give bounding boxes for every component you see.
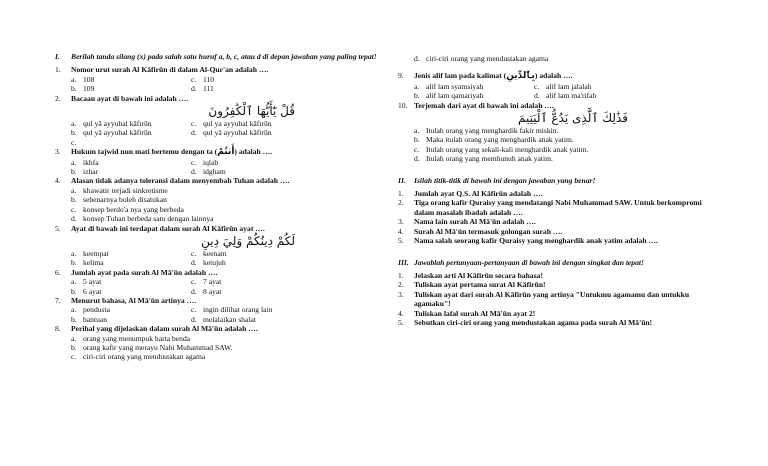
option[interactable]: [71, 167, 191, 176]
left-column: [55, 52, 385, 362]
option-text: idgham: [203, 167, 226, 177]
option-text: 7 ayat: [203, 277, 222, 287]
option[interactable]: [191, 287, 385, 296]
option[interactable]: [71, 214, 385, 223]
section-2-heading: [398, 176, 718, 185]
question-text: Jenis alif lam pada kalimat (بِٱلدِّينِ) adalah ….: [414, 71, 573, 82]
essay-item: [398, 280, 718, 289]
option-letter: b.: [414, 135, 420, 145]
options-list: [55, 186, 385, 224]
option-text: sebenarnya boleh disatukan: [83, 195, 167, 205]
multiple-choice-list: [55, 65, 385, 361]
option-text: Itulah orang yang membunuh anak yatim.: [426, 154, 553, 164]
option-text: pendusta: [83, 305, 110, 315]
option-text: iqlab: [203, 157, 219, 167]
option-letter: a.: [71, 157, 77, 167]
option[interactable]: [191, 84, 385, 93]
question: [55, 224, 385, 233]
option-letter: b.: [71, 195, 77, 205]
option-text: alif lam jalalah: [546, 81, 592, 91]
option-text: ikhfa: [83, 157, 99, 167]
question: [55, 324, 385, 333]
option-letter: a.: [71, 333, 77, 343]
arabic-verse: قُلْ يَٰٓأَيُّهَا ٱلْكَٰفِرُونَ: [208, 104, 295, 119]
option[interactable]: [414, 154, 718, 163]
option-letter: b.: [71, 286, 77, 296]
options-grid: [55, 75, 385, 94]
option-text: ciri-ciri orang yang mendustakan agama: [426, 54, 549, 63]
question-text: Ayat di bawah ini terdapat dalam surah Al Kāfirūn ayat ….: [71, 223, 265, 233]
option-text: 5 ayat: [83, 277, 102, 287]
question-text: Jumlah ayat pada surah Al Mā'ūn adalah ….: [71, 267, 218, 277]
option-letter: c.: [71, 137, 77, 147]
question-number: 2.: [55, 93, 61, 103]
option[interactable]: [71, 186, 385, 195]
option[interactable]: [71, 315, 191, 324]
question-number: 8.: [55, 324, 61, 334]
question: [55, 296, 385, 305]
question: [55, 268, 385, 277]
item-text: Tiga orang kafir Quraisy yang mendatangi Nabi Muhammad SAW. Untuk berkompromi dalam masalah ibadah adalah ….: [414, 198, 702, 217]
essay-item: [398, 290, 718, 309]
option-letter: d.: [191, 286, 197, 296]
section-title: Jawablah pertanyaan-pertanyaan di bawah ini dengan singkat dan tepat!: [414, 257, 644, 267]
fill-in-item: [398, 189, 718, 198]
option-letter: b.: [414, 91, 420, 101]
option-text: Itulah orang yang sekali-kali menghardik anak yatim.: [426, 144, 589, 154]
option[interactable]: [414, 82, 534, 91]
option-text: melalaikan shalat: [203, 314, 256, 324]
option[interactable]: [191, 119, 385, 128]
item-text: Tuliskan ayat pertama surat Al Kāfirūn!: [414, 280, 546, 290]
option[interactable]: [191, 305, 385, 314]
option-letter: b.: [71, 258, 77, 268]
option-letter: b.: [71, 314, 77, 324]
option-letter: d.: [414, 54, 420, 63]
item-text: Nama salah seorang kafir Quraisy yang menghardik anak yatim adalah ….: [414, 236, 658, 246]
question-number: 3.: [55, 147, 61, 157]
question-number: 10.: [398, 100, 408, 110]
item-number: 1.: [398, 270, 404, 280]
option-text: qul yā ayyuhal kāfirūn: [83, 128, 152, 138]
question-number: 1.: [55, 65, 61, 75]
option-letter: a.: [71, 119, 77, 129]
option-letter: c.: [191, 74, 197, 84]
option-text: keenam: [203, 248, 227, 258]
option-letter: d.: [71, 214, 77, 224]
item-number: 1.: [398, 189, 404, 199]
options-list: [55, 334, 385, 362]
options-list: [398, 126, 718, 164]
option-letter: d.: [191, 167, 197, 177]
option-text: konsep Tuhan berbeda satu dengan lainnya: [83, 214, 214, 224]
item-text: Jelaskan arti Al Kāfirūn secara bahasa!: [414, 270, 543, 280]
option[interactable]: [414, 145, 718, 154]
option[interactable]: [71, 205, 385, 214]
option-text: khawatir terjadi sinkretisme: [83, 185, 168, 195]
option[interactable]: [71, 277, 191, 286]
option-letter: c.: [414, 144, 420, 154]
question-text: Perihal yang dijelaskan dalam surah Al Mā'ūn adalah ….: [71, 324, 258, 334]
arabic-verse: فَذَٰلِكَ ٱلَّذِى يَدُعُّ ٱلْيَتِيمَ: [518, 111, 628, 126]
item-number: 5.: [398, 236, 404, 246]
option-text: 8 ayat: [203, 286, 222, 296]
option-letter: a.: [414, 126, 420, 136]
fill-in-item: [398, 236, 718, 245]
option-letter: b.: [71, 342, 77, 352]
option[interactable]: [71, 249, 191, 258]
option[interactable]: [191, 249, 385, 258]
q8-option-d-continued: [398, 54, 718, 63]
question-number: 5.: [55, 223, 61, 233]
option-letter: a.: [71, 305, 77, 315]
option-letter: d.: [191, 84, 197, 94]
essay-item: [398, 271, 718, 280]
fill-in-item: [398, 227, 718, 236]
question: [55, 147, 385, 157]
option[interactable]: [414, 54, 718, 63]
question: [55, 94, 385, 103]
option-letter: a.: [71, 74, 77, 84]
option-letter: d.: [191, 314, 197, 324]
option[interactable]: [534, 91, 718, 100]
question-text: Terjemah dari ayat di bawah ini adalah ….: [414, 100, 554, 110]
options-grid: [55, 158, 385, 177]
question-text: Menurut bahasa, Al Mā'ūn artinya ….: [71, 295, 197, 305]
arabic-word: أَنتُمْ: [217, 147, 235, 158]
option-text: 110: [203, 74, 215, 84]
option-text: orang yang menumpuk harta benda: [83, 333, 191, 343]
option-letter: c.: [191, 305, 197, 315]
multiple-choice-list-continued: [398, 71, 718, 163]
option[interactable]: [414, 135, 718, 144]
option[interactable]: [71, 287, 191, 296]
option-text: Maka itulah orang yang menghardik anak yatim.: [426, 135, 574, 145]
item-text: Tuliskan lafal surah Al Mā'ūn ayat 2!: [414, 308, 536, 318]
option[interactable]: [191, 277, 385, 286]
option[interactable]: [71, 343, 385, 352]
arabic-word: بِٱلدِّينِ: [506, 71, 535, 82]
option[interactable]: [71, 128, 191, 137]
option[interactable]: [71, 138, 191, 147]
section-title: Isilah titik-titik di bawah ini dengan jawaban yang benar!: [414, 175, 596, 185]
option-text: konsep berdo'a nya yang berbeda: [83, 204, 184, 214]
option-text: ingin dilihat orang lain: [203, 305, 273, 315]
item-number: 2.: [398, 198, 404, 208]
item-number: 4.: [398, 226, 404, 236]
section-number: I.: [55, 52, 60, 61]
question: [55, 176, 385, 185]
option-letter: d.: [191, 258, 197, 268]
option[interactable]: [71, 84, 191, 93]
section-number: II.: [398, 175, 406, 185]
option[interactable]: [191, 258, 385, 267]
option[interactable]: [71, 352, 385, 361]
option[interactable]: [191, 315, 385, 324]
item-text: Surah Al Mā'ūn termasuk golongan surah ….: [414, 226, 563, 236]
options-grid: [55, 249, 385, 268]
option[interactable]: [71, 75, 191, 84]
right-column: [398, 54, 718, 327]
option-letter: a.: [71, 185, 77, 195]
option-text: izhar: [83, 167, 99, 177]
option[interactable]: [71, 334, 385, 343]
option-letter: d.: [414, 154, 420, 164]
option-text: kelima: [83, 258, 104, 268]
options-grid: [55, 277, 385, 296]
item-number: 4.: [398, 308, 404, 318]
section-1-heading: [55, 52, 385, 61]
question-number: 9.: [398, 71, 404, 81]
question-number: 6.: [55, 267, 61, 277]
option[interactable]: [191, 75, 385, 84]
essay-item: [398, 318, 718, 327]
essay-list: [398, 271, 718, 327]
option-text: Itulah orang yang menghardik fakir miskin.: [426, 126, 559, 136]
essay-item: [398, 309, 718, 318]
question: [398, 71, 718, 81]
item-text: Sebutkan ciri-ciri orang yang mendustakan agama pada surah Al Mā'ūn!: [414, 317, 653, 327]
question-text: Hukum tajwid nun mati bertemu dengan ta (أَنتُمْ) adalah ….: [71, 147, 273, 158]
question-number: 7.: [55, 295, 61, 305]
option-text: keempat: [83, 248, 109, 258]
option-letter: c.: [191, 277, 197, 287]
option[interactable]: [191, 158, 385, 167]
option-letter: b.: [71, 128, 77, 138]
option-text: 108: [83, 74, 95, 84]
section-number: III.: [398, 257, 409, 267]
question-text: Alasan tidak adanya toleransi dalam menyembah Tuhan adalah ….: [71, 176, 290, 186]
option-text: 6 ayat: [83, 286, 102, 296]
fill-in-item: [398, 217, 718, 226]
question-number: 4.: [55, 176, 61, 186]
option-text: 109: [83, 84, 95, 94]
option-letter: b.: [71, 84, 77, 94]
option[interactable]: [414, 91, 534, 100]
option-letter: c.: [71, 352, 77, 362]
option-text: ciri-ciri orang yang mendustakan agama: [83, 352, 206, 362]
item-number: 5.: [398, 317, 404, 327]
item-text: Tuliskan ayat dari surah Al Kāfirūn yang artinya "Untukmu agamamu dan untukku agamaku"!: [414, 289, 690, 309]
option[interactable]: [414, 126, 718, 135]
option-letter: c.: [191, 119, 197, 129]
option[interactable]: [71, 158, 191, 167]
option-letter: c.: [191, 157, 197, 167]
question-text: Nomor urut surah Al Kāfirūn di dalam Al-Qur'an adalah ….: [71, 65, 269, 75]
option-text: ketujuh: [203, 258, 226, 268]
option[interactable]: [191, 167, 385, 176]
option-letter: c.: [191, 248, 197, 258]
item-number: 2.: [398, 280, 404, 290]
arabic-verse: لَكُمْ دِينُكُمْ وَلِيَ دِينِ: [201, 233, 295, 248]
option-text: bantuan: [83, 314, 108, 324]
option-text: alif lam ma'rifah: [546, 91, 597, 101]
section-3-heading: [398, 258, 718, 267]
option-letter: d.: [534, 91, 540, 101]
options-grid: [55, 305, 385, 324]
option-text: qul yā ayyuhal kāfirūn: [83, 119, 152, 129]
question: [398, 101, 718, 110]
item-text: Jumlah ayat Q.S. Al Kāfirūn adalah ….: [414, 189, 543, 199]
option-text: 111: [203, 84, 214, 94]
item-text: Nama lain surah Al Mā'ūn adalah ….: [414, 217, 536, 227]
option-text: alif lam syamsiyah: [426, 81, 484, 91]
question-text: Bacaan ayat di bawah ini adalah ….: [71, 93, 189, 103]
item-number: 3.: [398, 217, 404, 227]
options-grid: [398, 82, 718, 101]
option-text: orang kafir yang merayu Nabi Muhammad SAW.: [83, 342, 233, 352]
option-letter: a.: [414, 81, 420, 91]
option-letter: c.: [534, 81, 540, 91]
fill-in-item: [398, 198, 718, 217]
option[interactable]: [191, 128, 385, 137]
fill-in-list: [398, 189, 718, 245]
option[interactable]: [71, 119, 191, 128]
option-letter: b.: [71, 167, 77, 177]
option-letter: a.: [71, 277, 77, 287]
option[interactable]: [71, 305, 191, 314]
option-text: alif lam qamariyah: [426, 91, 484, 101]
options-grid: [55, 119, 385, 147]
option[interactable]: [534, 82, 718, 91]
option-letter: d.: [191, 128, 197, 138]
option[interactable]: [71, 258, 191, 267]
question: [55, 65, 385, 74]
option-letter: a.: [71, 248, 77, 258]
section-title: Berilah tanda silang (x) pada salah satu huruf a, b, c, atau d di depan jawaban yang paling tepat!: [71, 52, 377, 61]
option[interactable]: [71, 195, 385, 204]
option-letter: c.: [71, 204, 77, 214]
option-text: qul yā ayyuhal kāfirūn: [203, 128, 272, 138]
item-number: 3.: [398, 289, 404, 299]
option-text: qul ya ayyuhal kāfirūn: [203, 119, 272, 129]
